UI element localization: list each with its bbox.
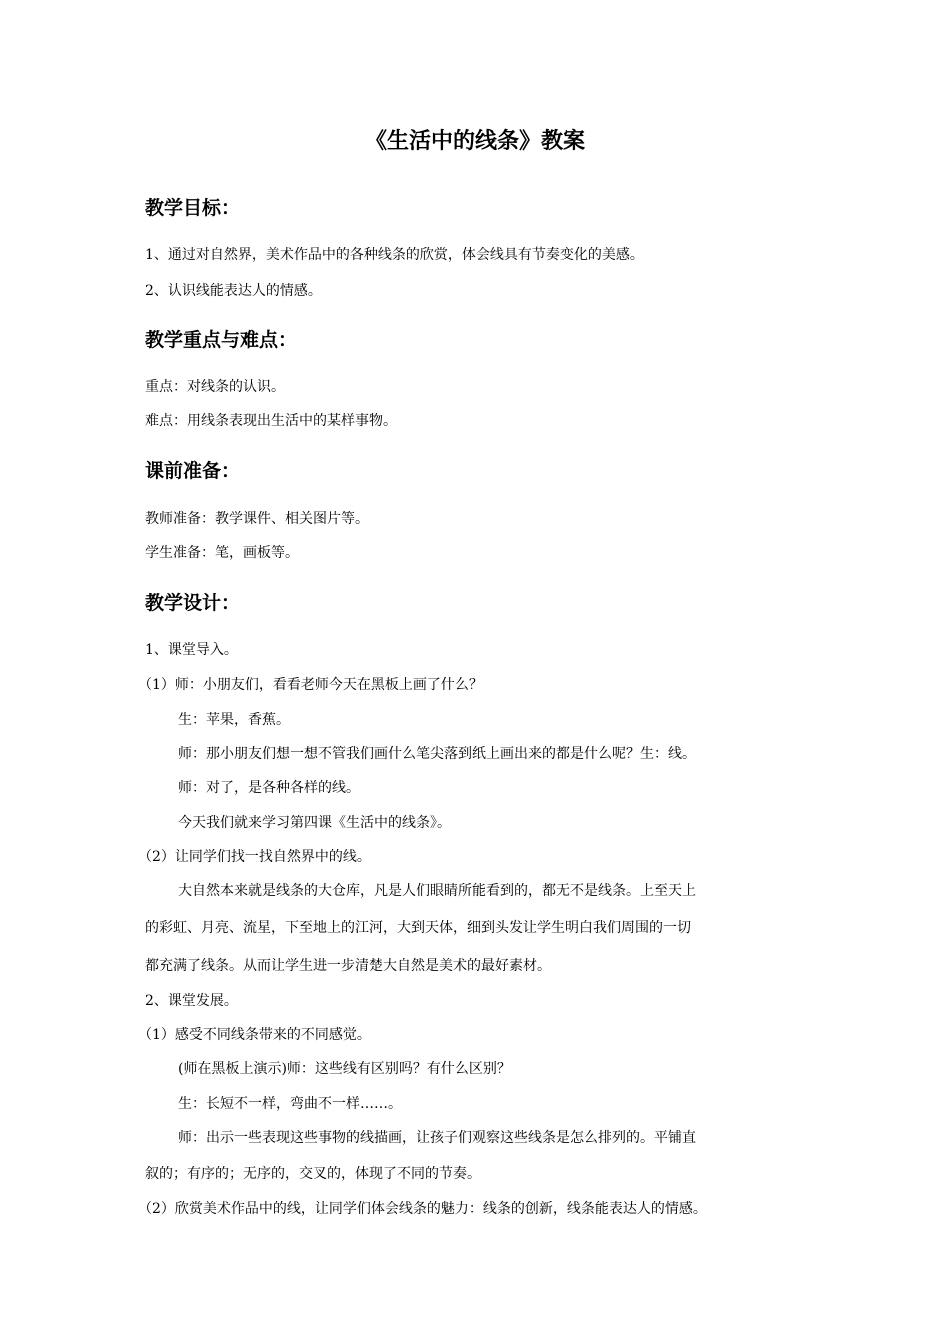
design-part1-sub2-title: （2）让同学们找一找自然界中的线。: [138, 849, 371, 865]
key-point-difficulty: 难点：用线条表现出生活中的某样事物。: [145, 413, 397, 429]
objective-item: 2、认识线能表达人的情感。: [145, 283, 322, 299]
dialogue-line: 师：对了，是各种各样的线。: [178, 780, 360, 796]
dialogue-line: 叙的；有序的；无序的，交叉的，体现了不同的节奏。: [145, 1166, 481, 1182]
paragraph-line: 的彩虹、月亮、流星，下至地上的江河，大到天体，细到头发让学生明白我们周围的一切: [145, 920, 691, 936]
dialogue-line: 生：长短不一样，弯曲不一样……。: [178, 1096, 402, 1112]
objective-item: 1、通过对自然界，美术作品中的各种线条的欣赏，体会线具有节奏变化的美感。: [145, 247, 644, 263]
document-title: 《生活中的线条》教案: [364, 129, 585, 154]
design-part2-sub2-title: （2）欣赏美术作品中的线，让同学们体会线条的魅力：线条的创新，线条能表达人的情感。: [138, 1201, 707, 1217]
design-part1-sub1-title: （1）师：小朋友们，看看老师今天在黑板上画了什么？: [138, 677, 483, 693]
section-heading-design: 教学设计：: [145, 592, 241, 614]
design-part2-sub1-title: （1）感受不同线条带来的不同感觉。: [138, 1027, 371, 1043]
dialogue-line: 师：出示一些表现这些事物的线描画，让孩子们观察这些线条是怎么排列的。平铺直: [178, 1130, 696, 1146]
preparation-student: 学生准备：笔，画板等。: [145, 545, 299, 561]
design-part2-title: 2、课堂发展。: [145, 993, 238, 1009]
section-heading-key-points: 教学重点与难点：: [145, 329, 298, 351]
preparation-teacher: 教师准备：教学课件、相关图片等。: [145, 511, 369, 527]
dialogue-line: (师在黑板上演示)师：这些线有区别吗？有什么区别？: [178, 1061, 511, 1077]
dialogue-line: 师：那小朋友们想一想不管我们画什么笔尖落到纸上画出来的都是什么呢？生：线。: [178, 746, 696, 762]
paragraph-line: 都充满了线条。从而让学生进一步清楚大自然是美术的最好素材。: [145, 958, 551, 974]
section-heading-objectives: 教学目标：: [145, 197, 241, 219]
dialogue-line: 今天我们就来学习第四课《生活中的线条》。: [178, 815, 451, 831]
section-heading-preparation: 课前准备：: [145, 460, 241, 482]
dialogue-line: 生：苹果，香蕉。: [178, 712, 290, 728]
design-part1-title: 1、课堂导入。: [145, 642, 238, 658]
paragraph-line: 大自然本来就是线条的大仓库，凡是人们眼睛所能看到的，都无不是线条。上至天上: [178, 883, 696, 899]
key-point-focus: 重点：对线条的认识。: [145, 379, 285, 395]
